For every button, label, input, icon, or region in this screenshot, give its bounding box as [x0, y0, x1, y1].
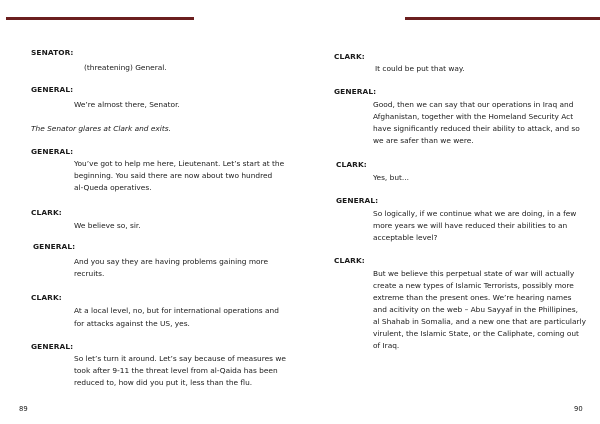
dialogue-line: (threatening) General. — [84, 63, 167, 72]
speaker-name: GENERAL: — [334, 87, 377, 96]
dialogue-line: extreme than the present ones. We’re hearing names — [373, 293, 572, 302]
left-page — [0, 0, 290, 424]
dialogue-line: You’ve got to help me here, Lieutenant. Let’s start at the — [74, 159, 285, 168]
dialogue-line: beginning. You said there are now about two hundred — [74, 171, 273, 180]
speaker-name: GENERAL: — [336, 196, 379, 205]
dialogue-line: for attacks against the US, yes. — [74, 319, 190, 328]
dialogue-line: we are safer than we were. — [373, 136, 474, 145]
dialogue-line: So let’s turn it around. Let’s say because of measures we — [74, 354, 286, 363]
speaker-name: CLARK: — [31, 293, 62, 302]
dialogue-line: We’re almost there, Senator. — [74, 100, 180, 109]
dialogue-line: took after 9-11 the threat level from al-Qaida has been — [74, 366, 278, 375]
stage-direction: The Senator glares at Clark and exits. — [31, 124, 171, 133]
page-number: 90 — [574, 405, 583, 413]
dialogue-line: al Shahab in Somalia, and a new one that are particularly — [373, 317, 586, 326]
dialogue-line: and acitivity on the web – Abu Sayyaf in the Phillipines, — [373, 305, 578, 314]
dialogue-line: have significantly reduced their ability to attack, and so — [373, 124, 580, 133]
dialogue-line: And you say they are having problems gaining more — [74, 257, 268, 266]
dialogue-line: create a new types of Islamic Terrorists, possibly more — [373, 281, 574, 290]
right-page — [300, 0, 590, 424]
speaker-name: CLARK: — [334, 52, 365, 61]
dialogue-line: We believe so, sir. — [74, 221, 141, 230]
dialogue-line: virulent, the Islamic State, or the Caliphate, coming out — [373, 329, 579, 338]
dialogue-line: But we believe this perpetual state of war will actually — [373, 269, 575, 278]
dialogue-line: So logically, if we continue what we are doing, in a few — [373, 209, 577, 218]
speaker-name: CLARK: — [336, 160, 367, 169]
dialogue-line: more years we will have reduced their abilities to an — [373, 221, 568, 230]
dialogue-line: acceptable level? — [373, 233, 438, 242]
dialogue-line: recruits. — [74, 269, 105, 278]
dialogue-line: of Iraq. — [373, 341, 400, 350]
dialogue-line: It could be put that way. — [375, 64, 465, 73]
speaker-name: GENERAL: — [31, 85, 74, 94]
speaker-name: CLARK: — [31, 208, 62, 217]
speaker-name: GENERAL: — [33, 242, 76, 251]
dialogue-line: al-Queda operatives. — [74, 183, 152, 192]
page-number: 89 — [19, 405, 28, 413]
speaker-name: CLARK: — [334, 256, 365, 265]
dialogue-line: Afghanistan, together with the Homeland Security Act — [373, 112, 574, 121]
dialogue-line: Good, then we can say that our operations in Iraq and — [373, 100, 574, 109]
dialogue-line: Yes, but... — [373, 173, 409, 182]
dialogue-line: reduced to, how did you put it, less than the flu. — [74, 378, 253, 387]
speaker-name: GENERAL: — [31, 147, 74, 156]
dialogue-line: At a local level, no, but for international operations and — [74, 306, 279, 315]
speaker-name: GENERAL: — [31, 342, 74, 351]
speaker-name: SENATOR: — [31, 48, 74, 57]
